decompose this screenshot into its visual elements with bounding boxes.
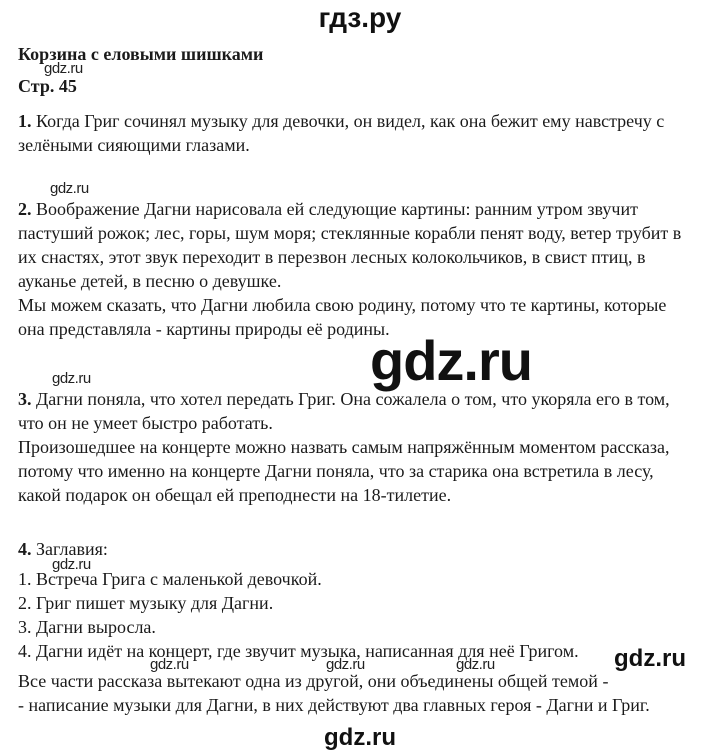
watermark: gdz.ru <box>52 370 91 387</box>
site-logo[interactable]: гдз.ру <box>318 2 402 33</box>
conclusion-line-1: Все части рассказа вытекают одна из другой, они объединены общей темой - <box>18 671 609 691</box>
answer-3-line-4: потому что именно на концерте Дагни поняла, что за старика она встретила в лесу, <box>18 461 654 481</box>
answer-2-line-4: ауканье детей, в песню о девушке. <box>18 271 282 291</box>
answer-1-line-2: зелёными сияющими глазами. <box>18 135 250 155</box>
answer-3-line-3: Произошедшее на концерте можно назвать самым напряжённым моментом рассказа, <box>18 437 670 457</box>
answer-2-line-3: их снастях, этот звук переходит в перезвон лесных колокольчиков, в свист птиц, в <box>18 247 646 267</box>
watermark: gdz.ru <box>326 656 365 673</box>
answer-number: 3. <box>18 389 32 409</box>
page-number: Стр. 45 <box>18 76 77 96</box>
answer-4-intro: 4. Заглавия: <box>18 539 108 559</box>
answer-2-line-2: пастуший рожок; лес, горы, шум моря; стеклянные корабли пенят воду, ветер трубит в <box>18 223 682 243</box>
watermark-big: gdz.ru <box>370 329 532 392</box>
answer-3-line-1: 3. Дагни поняла, что хотел передать Григ. Она сожалела о том, что укоряла его в том, <box>18 389 670 409</box>
watermark: gdz.ru <box>456 656 495 673</box>
answer-2-line-6: она представляла - картины природы её родины. <box>18 319 390 339</box>
watermark: gdz.ru <box>150 656 189 673</box>
answer-1-line-1: 1. Когда Григ сочинял музыку для девочки, он видел, как она бежит ему навстречу с <box>18 111 665 131</box>
answer-3-line-5: какой подарок он обещал ей преподнести на 18-тилетие. <box>18 485 452 505</box>
conclusion-line-2: - написание музыки для Дагни, в них действуют два главных героя - Дагни и Григ. <box>18 695 650 715</box>
watermark: gdz.ru <box>50 180 89 197</box>
watermark: gdz.ru <box>44 60 83 77</box>
title-item-1: 1. Встреча Грига с маленькой девочкой. <box>18 569 322 589</box>
answer-number: 4. <box>18 539 32 559</box>
title-item-4: 4. Дагни идёт на концерт, где звучит музыка, написанная для неё Григом. <box>18 641 579 661</box>
watermark: gdz.ru <box>52 556 91 573</box>
watermark-medium: gdz.ru <box>614 645 686 672</box>
title-item-3: 3. Дагни выросла. <box>18 617 156 637</box>
watermark-footer: gdz.ru <box>324 724 396 751</box>
title-item-2: 2. Григ пишет музыку для Дагни. <box>18 593 274 613</box>
answer-3-line-2: что он не умеет быстро работать. <box>18 413 273 433</box>
answer-2-line-5: Мы можем сказать, что Дагни любила свою родину, потому что те картины, которые <box>18 295 667 315</box>
answer-2-line-1: 2. Воображение Дагни нарисовала ей следующие картины: ранним утром звучит <box>18 199 638 219</box>
answer-number: 2. <box>18 199 32 219</box>
document-title: Корзина с еловыми шишками <box>18 44 264 64</box>
answer-number: 1. <box>18 111 32 131</box>
